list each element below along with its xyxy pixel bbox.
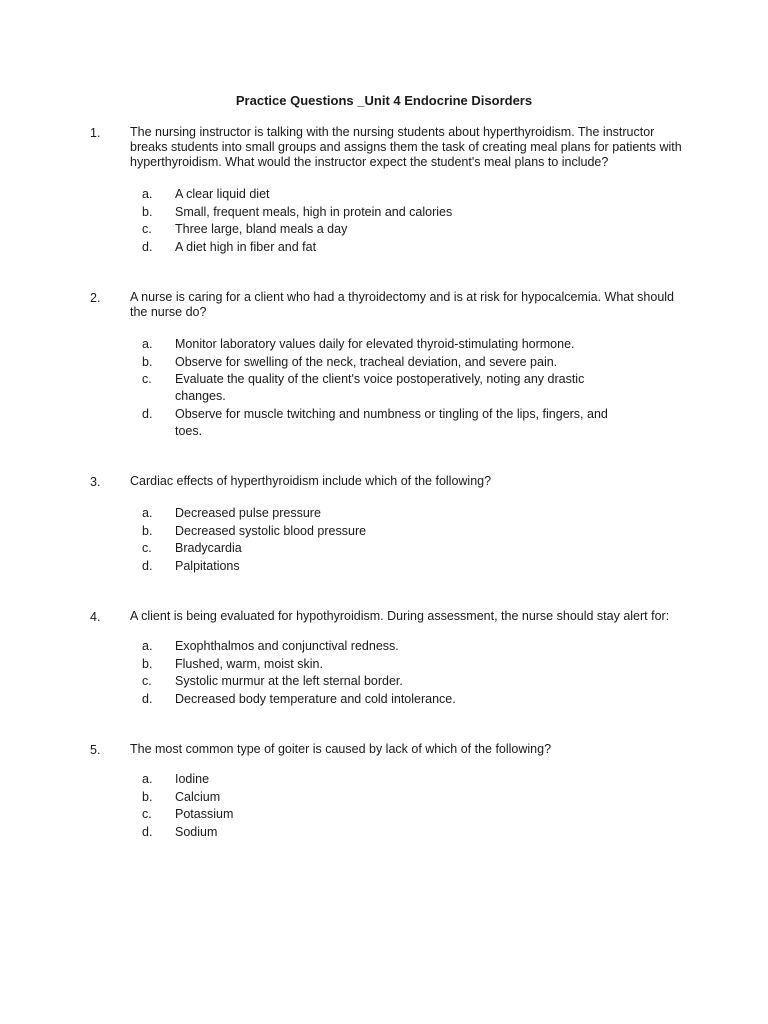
option-a xyxy=(0,638,768,655)
option-b xyxy=(0,789,768,806)
option-text: Monitor laboratory values daily for elevated thyroid-stimulating hormone. xyxy=(175,337,575,351)
option-letter: c. xyxy=(142,674,152,688)
question-text: The nursing instructor is talking with the nursing students about hyperthyroidism. The instructor breaks students into small groups and assigns them the task of creating meal plans for patients with hyperthyroidism. What would the instructor expect the student's meal plans to include? xyxy=(130,125,682,169)
option-c xyxy=(0,221,768,238)
option-c xyxy=(0,673,768,690)
document-title: Practice Questions _Unit 4 Endocrine Disorders xyxy=(235,93,533,108)
option-b xyxy=(0,656,768,673)
option-c xyxy=(0,540,768,557)
question-5-options xyxy=(0,771,768,841)
option-text: Iodine xyxy=(175,772,210,786)
option-letter: b. xyxy=(142,523,153,538)
option-letter: a. xyxy=(142,187,153,201)
option-text: A clear liquid diet xyxy=(175,187,270,201)
option-text: Calcium xyxy=(175,789,221,804)
option-letter: a. xyxy=(142,639,153,653)
option-d xyxy=(0,824,768,841)
option-letter: d. xyxy=(142,824,153,839)
option-text: Observe for muscle twitching and numbness or tingling of the lips, fingers, and toes. xyxy=(175,406,608,438)
option-text: Observe for swelling of the neck, tracheal deviation, and severe pain. xyxy=(175,354,558,369)
option-letter: d. xyxy=(142,691,153,706)
option-letter: c. xyxy=(142,222,152,236)
option-text: Small, frequent meals, high in protein and calories xyxy=(175,204,453,219)
option-d xyxy=(0,558,768,575)
option-b xyxy=(0,204,768,221)
option-letter: d. xyxy=(142,558,153,573)
option-d xyxy=(0,406,768,440)
option-d xyxy=(0,691,768,708)
option-a xyxy=(0,186,768,203)
question-1-options xyxy=(0,186,768,256)
option-text: Decreased pulse pressure xyxy=(175,506,321,520)
option-text: Evaluate the quality of the client's voice postoperatively, noting any drastic changes. xyxy=(175,372,585,403)
option-letter: b. xyxy=(142,789,153,804)
option-b xyxy=(0,523,768,540)
option-letter: a. xyxy=(142,506,153,520)
option-letter: b. xyxy=(142,204,153,219)
option-text: Sodium xyxy=(175,824,218,839)
option-a xyxy=(0,505,768,522)
option-c xyxy=(0,806,768,823)
question-number: 1. xyxy=(90,126,101,140)
question-text: The most common type of goiter is caused by lack of which of the following? xyxy=(130,742,552,756)
option-letter: b. xyxy=(142,354,153,369)
option-letter: b. xyxy=(142,656,153,671)
option-letter: d. xyxy=(142,239,153,254)
option-text: Flushed, warm, moist skin. xyxy=(175,656,323,671)
option-text: Three large, bland meals a day xyxy=(175,222,348,236)
question-3-options xyxy=(0,505,768,575)
option-d xyxy=(0,239,768,256)
option-text: Systolic murmur at the left sternal border. xyxy=(175,674,403,688)
option-text: Exophthalmos and conjunctival redness. xyxy=(175,639,399,653)
question-number: 2. xyxy=(90,291,101,305)
option-letter: c. xyxy=(142,541,152,555)
option-text: Bradycardia xyxy=(175,541,242,555)
option-b xyxy=(0,354,768,371)
option-a xyxy=(0,336,768,353)
option-text: Palpitations xyxy=(175,558,240,573)
option-letter: a. xyxy=(142,337,153,351)
question-number: 4. xyxy=(90,610,101,624)
option-text: A diet high in fiber and fat xyxy=(175,239,317,254)
question-number: 5. xyxy=(90,743,101,757)
option-text: Decreased body temperature and cold intolerance. xyxy=(175,691,456,706)
option-a xyxy=(0,771,768,788)
option-letter: c. xyxy=(142,807,152,821)
question-text: Cardiac effects of hyperthyroidism include which of the following? xyxy=(130,474,492,488)
question-text: A client is being evaluated for hypothyroidism. During assessment, the nurse should stay alert for: xyxy=(130,609,670,623)
question-number: 3. xyxy=(90,475,101,489)
option-letter: a. xyxy=(142,772,153,786)
option-letter: d. xyxy=(142,406,153,421)
question-text: A nurse is caring for a client who had a thyroidectomy and is at risk for hypocalcemia. What should the nurse do? xyxy=(130,290,675,319)
option-text: Potassium xyxy=(175,807,234,821)
question-4-options xyxy=(0,638,768,708)
question-2-options xyxy=(0,336,768,440)
option-text: Decreased systolic blood pressure xyxy=(175,523,367,538)
option-c xyxy=(0,371,768,405)
option-letter: c. xyxy=(142,372,152,386)
